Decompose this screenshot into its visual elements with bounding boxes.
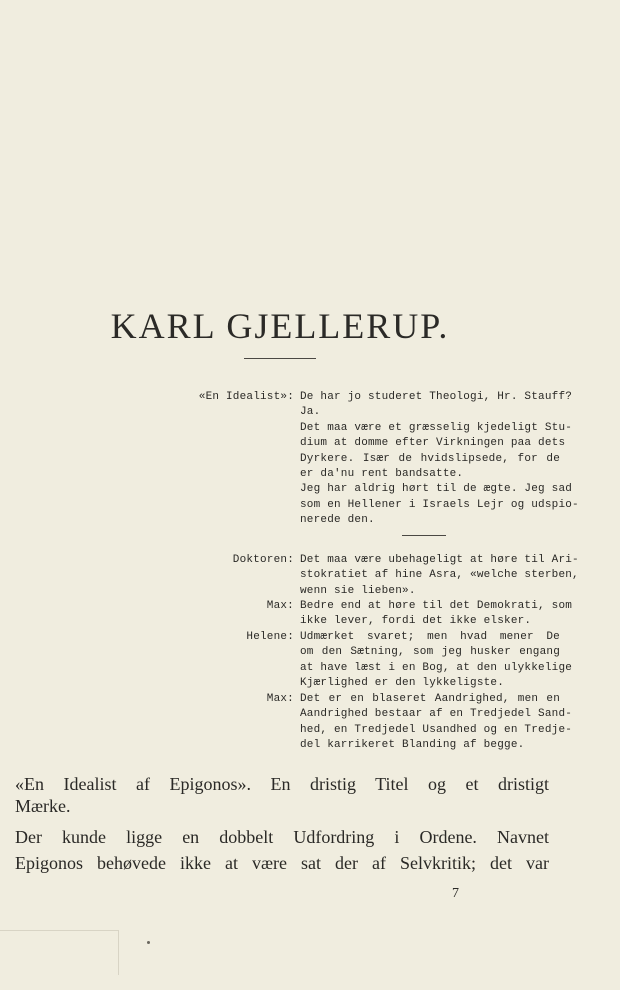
body-line: Mærke.	[15, 796, 71, 816]
dialogue-line: Aandrighed bestaar af en Tredjedel Sand-	[300, 708, 573, 721]
dialogue-line: nerede den.	[300, 514, 375, 527]
dialogue-line: Dyrkere. Især de hvidslipsede, for de	[300, 452, 560, 465]
dialogue-line: wenn sie lieben».	[300, 584, 416, 597]
dialogue-line: er da'nu rent bandsatte.	[300, 468, 464, 480]
body-line: «En Idealist af Epigonos». En dristig Titel og et dristigt	[15, 774, 549, 794]
title-rule	[244, 358, 316, 359]
ink-speck	[147, 941, 150, 944]
dialogue-line: Det er en blaseret Aandrighed, men en	[300, 693, 560, 705]
page-number: 7	[452, 886, 459, 901]
body-line: Epigonos behøvede ikke at være sat der af Selvkritik; det var	[15, 853, 549, 873]
dialogue-line: Det maa være et græsselig kjedeligt Stu-	[300, 421, 573, 434]
epigraph-rule	[402, 535, 446, 536]
dialogue-line: dium at domme efter Virkningen paa dets	[300, 437, 566, 450]
dialogue-line: om den Sætning, som jeg husker engang	[300, 646, 560, 659]
dialogue-line: Bedre end at høre til det Demokrati, som	[300, 600, 573, 612]
dialogue-line: Ja.	[300, 406, 321, 419]
dialogue-line: del karrikeret Blanding af begge.	[300, 739, 525, 752]
body-line: Der kunde ligge en dobbelt Udfordring i Ordene. Navnet	[15, 827, 549, 847]
dialogue-line: De har jo studeret Theologi, Hr. Stauff?	[300, 391, 573, 403]
speaker-label: Max:	[266, 600, 294, 612]
speaker-label: «En Idealist»:	[198, 391, 294, 403]
dialogue-line: ikke lever, fordi det ikke elsker.	[300, 615, 532, 628]
page-corner-mark	[0, 930, 119, 975]
dialogue-line: Kjærlighed er den lykkeligste.	[300, 677, 505, 690]
speaker-label: Max:	[266, 693, 294, 705]
dialogue-line: stokratiet af hine Asra, «welche sterben,	[300, 569, 579, 582]
dialogue-line: Det maa være ubehageligt at høre til Ari-	[300, 554, 579, 566]
dialogue-line: Jeg har aldrig hørt til de ægte. Jeg sad	[300, 483, 573, 496]
speaker-label: Doktoren:	[232, 554, 294, 566]
dialogue-line: hed, en Tredjedel Usandhed og en Tredje-	[300, 723, 573, 736]
dialogue-line: Udmærket svaret; men hvad mener De	[300, 631, 560, 643]
page-title: KARL GJELLERUP.	[110, 306, 450, 346]
dialogue-line: at have læst i en Bog, at den ulykkelige	[300, 661, 573, 674]
dialogue-line: som en Hellener i Israels Lejr og udspio-	[300, 498, 579, 511]
speaker-label: Helene:	[246, 631, 294, 643]
